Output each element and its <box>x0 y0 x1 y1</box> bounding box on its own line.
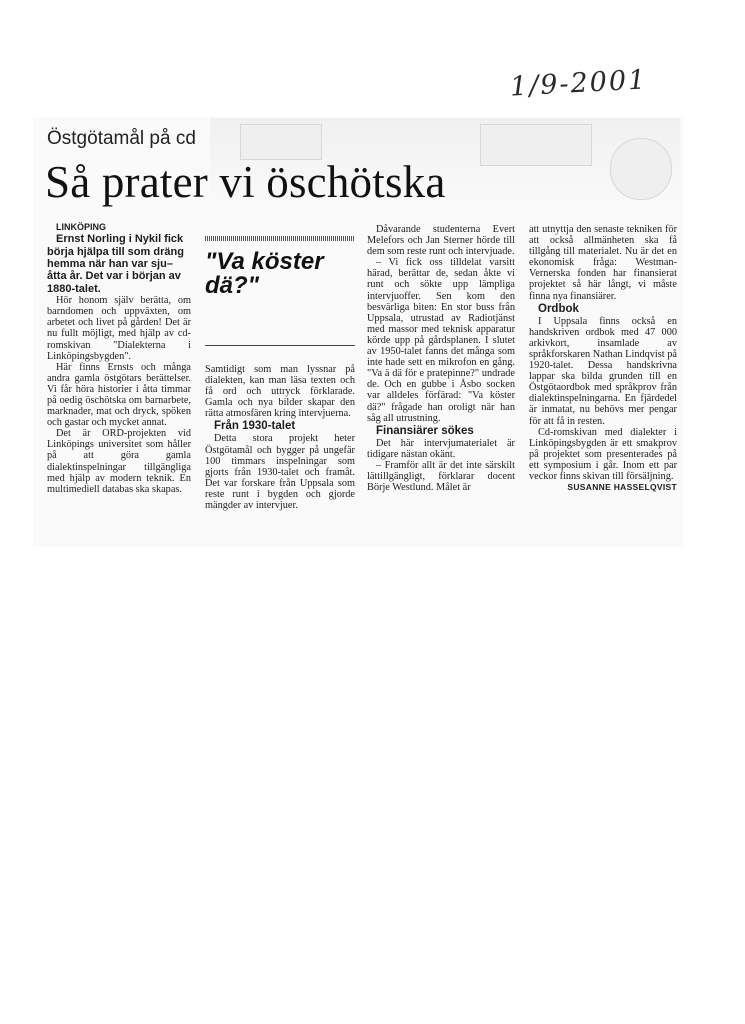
subhead-1930-talet: Från 1930-talet <box>214 420 296 433</box>
bleed-through-block <box>610 138 672 200</box>
article-column-4 <box>529 224 677 493</box>
article-kicker: Östgötamål på cd <box>47 128 196 149</box>
body-paragraph: I Uppsala finns också en handskriven ordbok med 47 000 arkivkort, insamlade av språkforskaren Nathan Lindqvist på 1920-talet. Dessa handskrivna lappar ska bilda grunden till en Östgötaordbok med språkprov från dialektinspelningarna. En fjärdedel är inmatat, nu behövs mer pengar för att få in resten. <box>529 315 677 427</box>
body-paragraph: att utnyttja den senaste tekniken för att också allmänheten ska få tillgång till materialet. Nu är det en ekonomisk fråga: Westman-Vernerska fonden har finansierat projektet så här långt, vi måste finna nya finansiärer. <box>529 224 677 302</box>
body-paragraph: Det här intervjumaterialet är tidigare nästan okänt. <box>367 437 515 460</box>
subhead-finansiarer: Finansiärer sökes <box>376 424 474 437</box>
pull-quote-top-rule <box>205 236 355 241</box>
bleed-through-block <box>240 124 322 160</box>
body-paragraph: Det är ORD-projekten vid Linköpings universitet som håller på att göra gamla dialektinspelningar tillgängliga med hjälp av modern teknik. En multimediell databas ska skapas. <box>47 428 191 495</box>
pull-quote: "Va köster dä?" <box>205 248 324 299</box>
body-paragraph: Detta stora projekt heter Östgötamål och bygger på ungefär 100 timmars inspelningar som gjorts från 1930-talet och framåt. Det var forskare från Uppsala som reste runt i bygden och gjorde mängder av intervjuer. <box>205 433 355 512</box>
article-ingress: Ernst Norling i Nykil fick börja hjälpa till som dräng hemma när han var sju–åtta år. Det var i början av 1880-talet. <box>47 233 184 295</box>
pull-quote-bottom-rule <box>205 345 355 346</box>
body-paragraph: Cd-romskivan med dialekter i Linköpingsbygden är ett smakprov på projektet som presenterades på ett symposium i går. Inom ett par veckor finns skivan till försäljning. <box>529 426 677 482</box>
dateline: LINKÖPING <box>56 222 107 232</box>
body-paragraph: – Framför allt är det inte särskilt lättillgängligt, förklarar docent Börje Westlund. Målet är <box>367 459 515 494</box>
subhead-ordbok: Ordbok <box>538 302 579 315</box>
handwritten-date: 1/9-2001 <box>509 64 649 103</box>
body-paragraph: – Vi fick oss tilldelat varsitt härad, berättar de, sedan åkte vi runt och sökte upp lämpliga intervjuoffer. Sen kom den besvärliga biten: En stor buss från Uppsala, utrustad av Radiotjänst med massor med teknisk apparatur körde upp på gårdsplanen. I slutet av 1950-talet fanns det många som inte hade sett en mikrofon en gång. "Va ä dä för e pratepinne?" undrade de. Och en gubbe i Åsbo socken var alldeles förfärad: "Va köster dä?" frågade han oroligt när han såg all utrustning. <box>367 257 515 424</box>
article-headline: Så prater vi öschötska <box>45 157 446 207</box>
byline: SUSANNE HASSELQVIST <box>567 482 677 493</box>
body-paragraph: Hör honom själv berätta, om barndomen och uppväxten, om arbetet och livet på gården! Det är nu fullt möjligt, med hjälp av cd-romskivan "Dialekterna i Linköpingsbygden". <box>47 295 191 362</box>
bleed-through-block <box>480 124 592 166</box>
body-paragraph: Här finns Ernsts och många andra gamla östgötars berättelser. Vi får höra historier i åtta timmar på oedig öschötska om barnarbete, marknader, mat och dryck, spöken och gastar och mycket annat. <box>47 361 191 429</box>
body-paragraph: Samtidigt som man lyssnar på dialekten, kan man läsa texten och få ord och uttryck förklarade. Gamla och nya bilder skapar den rätta atmosfären kring intervjuerna. <box>205 364 355 420</box>
article-column-1 <box>47 222 191 495</box>
body-paragraph: Dåvarande studenterna Evert Melefors och Jan Sterner hörde till dem som reste runt och intervjuade. <box>367 224 515 258</box>
article-column-3 <box>367 224 515 493</box>
article-column-2 <box>205 364 355 511</box>
